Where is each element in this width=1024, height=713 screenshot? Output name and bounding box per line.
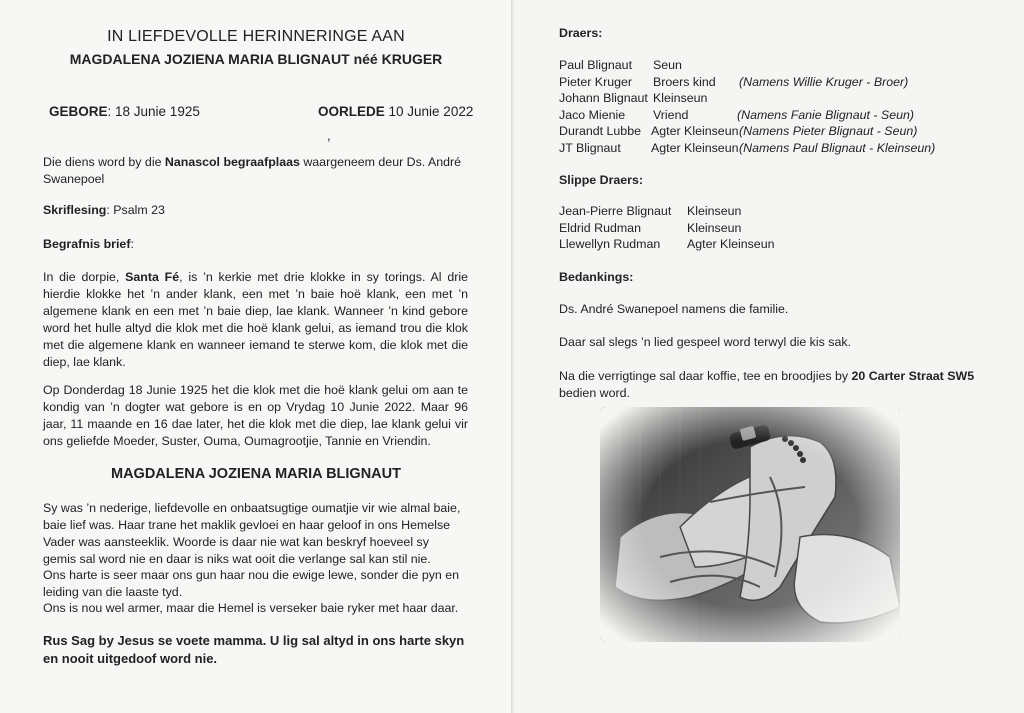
slip-bearer-relation: Agter Kleinseun xyxy=(687,237,775,252)
letter-p1-post: , is ’n kerkie met drie klokke in sy torings. Al drie hierdie klokke het ’n ander klank, een met ’n baie hoë klank, een met ’n algemene klank en een met ’n baie diep, lae klank. Wanneer ’n kind gebore word het hulle altyd die klok met die hoë klank gelui, as iemand trou die klok met die algemene klank en wanneer iemand te sterwe kom, die klok met die diep, lae klank. xyxy=(43,270,468,369)
letter-p1-pre: In die dorpie, xyxy=(43,270,126,284)
thanks-line: Ds. André Swanepoel namens die familie. xyxy=(559,302,789,316)
song-line: Daar sal slegs ’n lied gespeel word terwyl die kis sak. xyxy=(559,335,851,349)
bearer-name: Jaco Mienie xyxy=(559,107,626,122)
born-label: GEBORE xyxy=(49,104,108,119)
bearer-note: (Namens Fanie Blignaut - Seun) xyxy=(737,107,914,122)
bearer-name: Pieter Kruger xyxy=(559,74,633,89)
bearer-row xyxy=(559,123,959,140)
reading-line xyxy=(43,202,468,219)
thanks-heading: Bedankings: xyxy=(559,270,634,284)
slip-bearer-row xyxy=(559,220,859,237)
bearer-relation: Agter Kleinseun xyxy=(651,124,739,139)
reception-line xyxy=(559,368,974,402)
bearer-relation: Seun xyxy=(653,58,682,72)
tribute-paragraph-3: Ons is nou wel armer, maar die Hemel is verseker baie ryker met haar daar. xyxy=(43,601,459,615)
bearer-name: Johann Blignaut xyxy=(559,91,648,106)
letter-paragraph-1 xyxy=(43,269,468,371)
deceased-full-name: MAGDALENA JOZIENA MARIA BLIGNAUT néé KRUGER xyxy=(69,51,443,67)
slip-bearer-row xyxy=(559,236,859,253)
letter-heading xyxy=(43,236,468,253)
letter-heading-suffix: : xyxy=(130,237,134,251)
bearers-heading: Draers: xyxy=(559,26,603,40)
letter-paragraph-2: Op Donderdag 18 Junie 1925 het die klok met die hoë klank gelui om aan te kondig van ’n dogter wat gebore is en op Vrydag 10 Junie 2022. Maar 96 jaar, 11 maande en 16 dae later, het die klok met die diep, lae klank gelui vir ons geliefde Moeder, Suster, Ouma, Oumagrootjie, Tannie en Vriendin. xyxy=(43,383,468,448)
bearer-row xyxy=(559,90,959,107)
slip-bearers-heading: Slippe Draers: xyxy=(559,173,644,187)
slip-bearer-relation: Kleinseun xyxy=(687,204,742,218)
died-line xyxy=(318,104,473,119)
reading-value: : Psalm 23 xyxy=(106,203,165,217)
reception-post: bedien word. xyxy=(559,386,630,400)
bearer-name: Paul Blignaut xyxy=(559,58,633,72)
born-line xyxy=(49,104,200,119)
bearers-list xyxy=(559,57,959,157)
bearer-note: (Namens Willie Kruger - Broer) xyxy=(739,74,909,89)
service-pre: Die diens word by die xyxy=(43,155,165,169)
bearer-name: Durandt Lubbe xyxy=(559,124,641,139)
born-date: : 18 Junie 1925 xyxy=(107,104,200,119)
bearer-row xyxy=(559,107,959,124)
slip-bearer-name: Llewellyn Rudman xyxy=(559,237,661,252)
bearer-row xyxy=(559,140,959,157)
bearer-row xyxy=(559,74,959,91)
died-date: 10 Junie 2022 xyxy=(384,104,474,119)
service-post: waargeneem deur Ds. André Swanepoel xyxy=(43,155,462,186)
service-place: Nanascol begraafplaas xyxy=(164,155,300,169)
bearer-relation: Broers kind xyxy=(653,74,716,89)
slip-bearer-relation: Kleinseun xyxy=(687,220,742,235)
slip-bearer-name: Eldrid Rudman xyxy=(559,220,641,235)
bearer-relation: Agter Kleinseun xyxy=(651,140,739,155)
bearer-row xyxy=(559,57,959,74)
bearer-note: (Namens Paul Blignaut - Kleinseun) xyxy=(739,140,936,155)
bearer-relation: Vriend xyxy=(653,107,689,122)
reception-pre: Na die verrigtinge sal daar koffie, tee en broodjies by xyxy=(559,369,852,383)
letter-p1-town: Santa Fé xyxy=(125,270,180,284)
reception-address: 20 Carter Straat SW5 xyxy=(851,369,975,383)
memorial-title: IN LIEFDEVOLLE HERINNERINGE AAN xyxy=(107,28,405,45)
bearer-note: (Namens Pieter Blignaut - Seun) xyxy=(739,124,918,139)
service-paragraph xyxy=(43,154,468,188)
slip-bearer-name: Jean-Pierre Blignaut xyxy=(559,204,672,218)
reading-label: Skriflesing xyxy=(43,203,107,217)
bearer-name: JT Blignaut xyxy=(559,140,621,155)
tribute-paragraph-1: Sy was ’n nederige, liefdevolle en onbaatsugtige oumatjie vir wie almal baie, baie lief was. Haar trane het maklik gevloei en haar geloof in ons Hemelse Vader was aansteeklik. Woorde is daar nie wat kan beskryf hoeveel sy gemis sal word nie en daar is niks wat ooit die verlange sal kan stil nie. xyxy=(43,501,461,566)
name-heading: MAGDALENA JOZIENA MARIA BLIGNAUT xyxy=(111,466,401,482)
died-label: OORLEDE xyxy=(318,104,385,119)
stray-mark: , xyxy=(327,128,331,143)
slip-bearers-list xyxy=(559,203,859,253)
bearer-relation: Kleinseun xyxy=(653,91,708,106)
hands-photo xyxy=(600,407,900,642)
hands-illustration xyxy=(600,407,900,642)
slip-bearer-row xyxy=(559,203,859,220)
tribute-paragraph-2: Ons harte is seer maar ons gun haar nou die ewige lewe, sonder die pyn en leiding van die laaste tyd. xyxy=(43,568,460,599)
letter-heading-text: Begrafnis brief xyxy=(43,237,131,251)
closing-message: Rus Sag by Jesus se voete mamma. U lig sal altyd in ons harte skyn en nooit uitgedoof word nie. xyxy=(43,633,465,666)
